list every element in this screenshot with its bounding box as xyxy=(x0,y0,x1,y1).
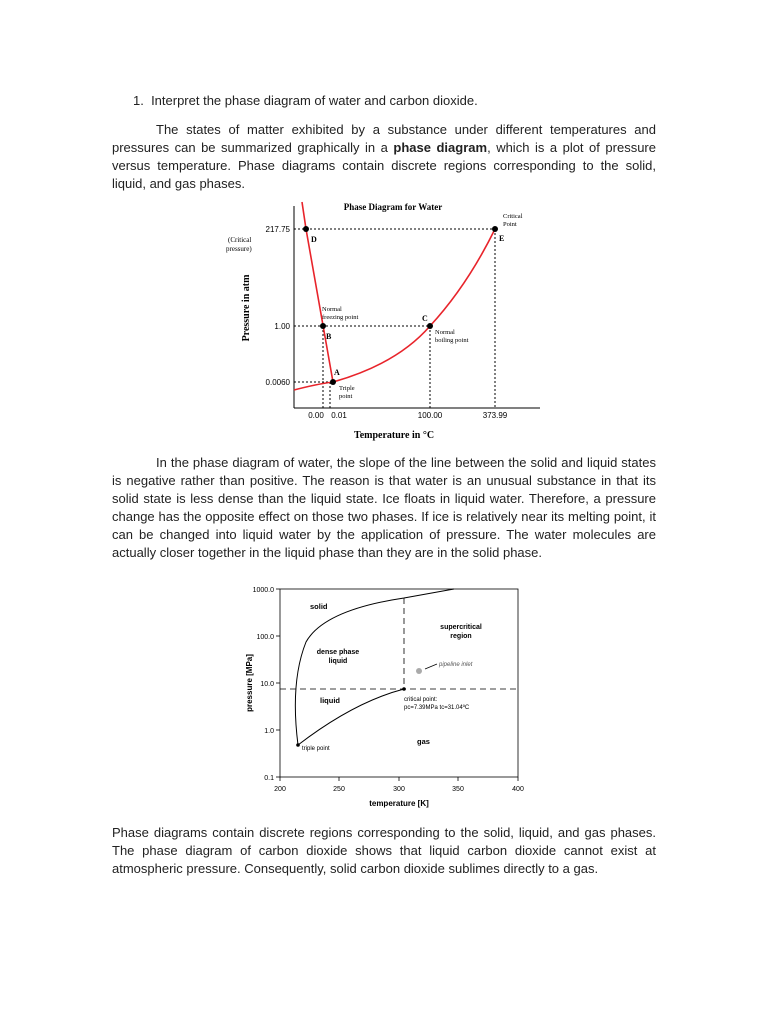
water-text: In the phase diagram of water, the slope of the line between the solid and liquid states is negative rather than positive. The reason is that water is an unusual substance in that its solid state is less dense than the liquid state. Ice floats in liquid water. Therefore, a pressure change has the opposite effect on those two phases. If ice is relatively near its melting point, it can be changed into liquid water by the application of pressure. The water molecules are actually closer together in the liquid phase than they are in the solid phase. xyxy=(112,455,656,560)
boiling-point-label: boiling point xyxy=(435,337,469,344)
water-xtick: 100.00 xyxy=(417,411,443,420)
co2-ytick: 1.0 xyxy=(264,728,274,735)
co2-critical-point-marker xyxy=(402,687,406,691)
region-solid: solid xyxy=(310,602,328,611)
co2-y-label: pressure [MPa] xyxy=(245,654,254,712)
co2-text: Phase diagrams contain discrete regions corresponding to the solid, liquid, and gas phases. The phase diagram of carbon dioxide shows that liquid carbon dioxide cannot exist at atmospheric pressure. Consequently, solid carbon dioxide sublimes directly to a gas. xyxy=(112,825,656,876)
triple-point-label: point xyxy=(339,393,353,400)
co2-triple-point-marker xyxy=(296,743,300,747)
label-d: D xyxy=(311,235,317,244)
water-paragraph xyxy=(112,454,656,562)
water-point-e xyxy=(492,226,498,232)
co2-xtick: 300 xyxy=(393,786,405,793)
intro-paragraph xyxy=(112,121,656,193)
triple-point-label: Triple xyxy=(339,385,355,392)
co2-x-label: temperature [K] xyxy=(369,799,429,808)
triple-point-note: triple point xyxy=(302,746,330,752)
question-heading: 1. Interpret the phase diagram of water and carbon dioxide. xyxy=(133,93,478,108)
water-point-d xyxy=(303,226,309,232)
label-b: B xyxy=(326,332,332,341)
water-xtick: 0.01 xyxy=(331,411,347,420)
water-xtick: 0.00 xyxy=(308,411,324,420)
critical-point-label: Critical xyxy=(503,213,523,220)
pipeline-inlet-label: pipeline inlet xyxy=(439,662,473,668)
intro-text-2: , which is a plot of pressure versus temperature. Phase diagrams contain discrete regions corresponding to the solid, liquid, and gas phases. xyxy=(112,140,656,191)
critical-point-note: pc=7.39MPa tc=31.04ºC xyxy=(404,705,470,711)
label-c: C xyxy=(422,314,428,323)
intro-text-1: The states of matter exhibited by a substance under different temperatures and pressures can be summarized graphically in a xyxy=(112,122,656,155)
region-gas: gas xyxy=(417,737,430,746)
co2-xtick: 250 xyxy=(333,786,345,793)
region-supercritical: supercritical xyxy=(440,624,482,631)
water-ytick: 217.75 xyxy=(265,225,290,234)
co2-paragraph xyxy=(112,824,656,878)
boiling-point-label: Normal xyxy=(435,329,455,336)
region-liquid: liquid xyxy=(320,696,340,705)
water-vaporization-curve xyxy=(333,229,495,382)
region-supercritical: region xyxy=(450,633,472,640)
freezing-point-label: freezing point xyxy=(322,314,359,321)
co2-xtick: 400 xyxy=(512,786,524,793)
co2-xtick: 200 xyxy=(274,786,286,793)
water-xtick: 373.99 xyxy=(482,411,508,420)
label-a: A xyxy=(334,368,340,377)
freezing-point-label: Normal xyxy=(322,306,342,313)
water-x-label: Temperature in °C xyxy=(353,430,435,441)
water-ytick: 0.0060 xyxy=(265,378,290,387)
water-ytick: 1.00 xyxy=(274,322,290,331)
co2-ytick: 1000.0 xyxy=(252,587,274,594)
water-point-a xyxy=(330,379,336,385)
water-phase-diagram xyxy=(222,196,552,446)
critical-pressure-note: pressure) xyxy=(226,245,252,253)
critical-pressure-note: (Critical xyxy=(228,236,252,244)
co2-xtick: 350 xyxy=(452,786,464,793)
critical-point-label: Point xyxy=(503,221,517,228)
co2-ytick: 10.0 xyxy=(260,681,274,688)
region-dense-liquid: liquid xyxy=(328,658,348,665)
water-title: Phase Diagram for Water xyxy=(343,202,443,212)
co2-ytick: 100.0 xyxy=(256,634,274,641)
water-phase-curves xyxy=(294,202,495,390)
label-e: E xyxy=(499,234,505,243)
pipeline-inlet-marker xyxy=(416,668,422,674)
region-dense-liquid: dense phase xyxy=(316,649,360,656)
water-point-b xyxy=(320,323,326,329)
critical-point-note: critical point: xyxy=(404,697,438,703)
co2-ytick: 0.1 xyxy=(264,775,274,782)
water-sublimation-curve xyxy=(294,382,333,390)
co2-phase-diagram xyxy=(244,582,534,812)
water-point-c xyxy=(427,323,433,329)
water-y-label: Pressure in atm xyxy=(241,274,252,342)
phase-diagram-term: phase diagram xyxy=(393,140,488,155)
